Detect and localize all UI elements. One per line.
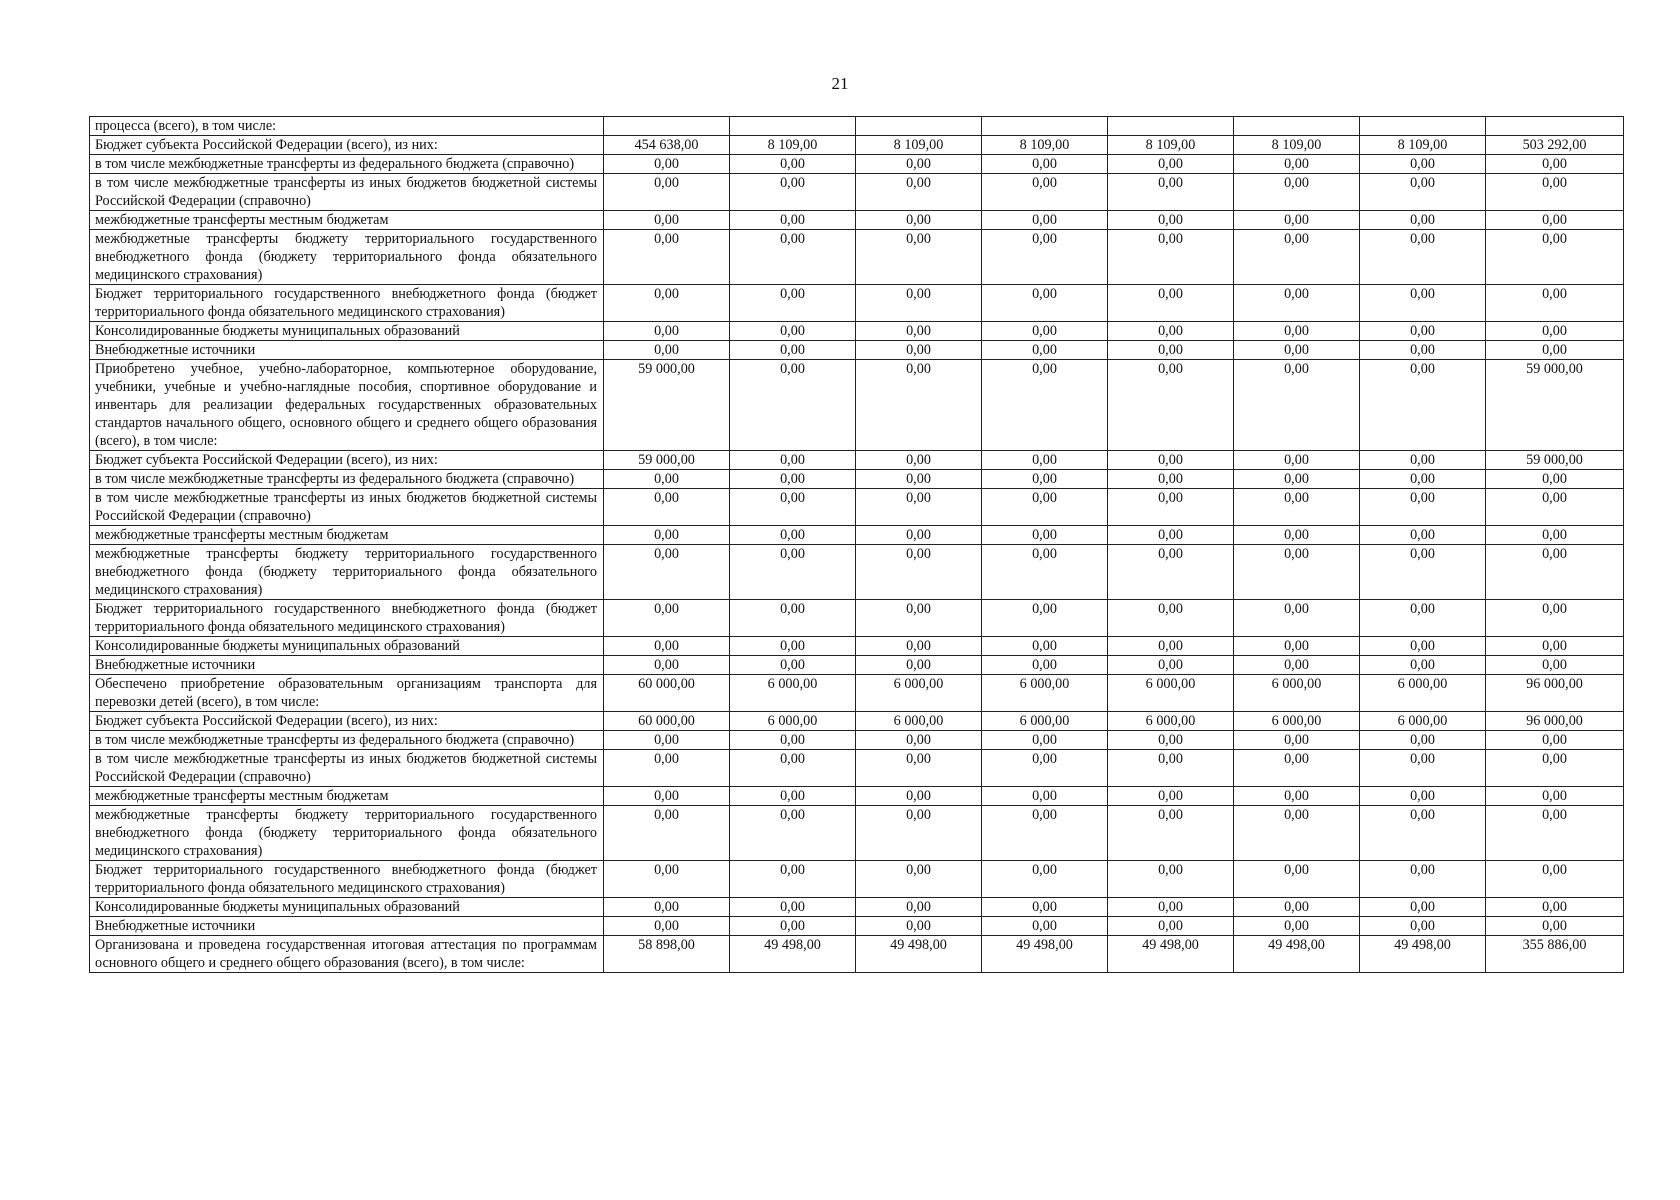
row-value-cell: 0,00 <box>730 898 856 917</box>
row-value-cell: 0,00 <box>856 174 982 211</box>
row-value-cell <box>982 117 1108 136</box>
row-value-cell: 0,00 <box>1234 917 1360 936</box>
row-value-cell: 0,00 <box>1360 637 1486 656</box>
row-value-cell: 0,00 <box>982 174 1108 211</box>
row-value-cell: 0,00 <box>1360 489 1486 526</box>
row-value-cell: 0,00 <box>856 526 982 545</box>
row-value-cell: 0,00 <box>856 545 982 600</box>
row-value-cell: 0,00 <box>730 731 856 750</box>
row-value-cell: 0,00 <box>1360 470 1486 489</box>
row-value-cell: 0,00 <box>1360 211 1486 230</box>
row-value-cell: 0,00 <box>730 600 856 637</box>
row-value-cell: 0,00 <box>604 806 730 861</box>
row-label: в том числе межбюджетные трансферты из иных бюджетов бюджетной системы Российской Федерации (справочно) <box>90 750 604 787</box>
row-value-cell: 0,00 <box>1234 451 1360 470</box>
row-value-cell: 0,00 <box>856 322 982 341</box>
row-value-cell: 8 109,00 <box>1234 136 1360 155</box>
row-label: в том числе межбюджетные трансферты из иных бюджетов бюджетной системы Российской Федерации (справочно) <box>90 174 604 211</box>
row-value-cell: 6 000,00 <box>856 712 982 731</box>
row-value-cell: 0,00 <box>982 898 1108 917</box>
row-label: Консолидированные бюджеты муниципальных образований <box>90 637 604 656</box>
row-value-cell: 0,00 <box>604 917 730 936</box>
table-row <box>90 230 1624 285</box>
row-value-cell: 0,00 <box>1360 806 1486 861</box>
row-label: межбюджетные трансферты местным бюджетам <box>90 787 604 806</box>
row-value-cell: 0,00 <box>1234 155 1360 174</box>
row-value-cell: 0,00 <box>1360 451 1486 470</box>
row-total-cell: 0,00 <box>1486 898 1624 917</box>
row-value-cell: 6 000,00 <box>1108 712 1234 731</box>
row-value-cell: 0,00 <box>1108 360 1234 451</box>
row-value-cell: 0,00 <box>1360 600 1486 637</box>
row-value-cell: 0,00 <box>604 211 730 230</box>
row-total-cell: 0,00 <box>1486 731 1624 750</box>
budget-table <box>89 116 1624 973</box>
row-value-cell: 0,00 <box>856 155 982 174</box>
row-value-cell: 8 109,00 <box>730 136 856 155</box>
row-value-cell: 0,00 <box>1108 322 1234 341</box>
row-value-cell: 0,00 <box>730 174 856 211</box>
row-total-cell: 503 292,00 <box>1486 136 1624 155</box>
table-body <box>90 117 1624 973</box>
row-value-cell: 0,00 <box>604 526 730 545</box>
row-value-cell: 8 109,00 <box>856 136 982 155</box>
row-total-cell: 0,00 <box>1486 489 1624 526</box>
row-total-cell: 0,00 <box>1486 750 1624 787</box>
row-value-cell: 0,00 <box>1234 230 1360 285</box>
table-row <box>90 136 1624 155</box>
table-row <box>90 360 1624 451</box>
row-value-cell: 0,00 <box>856 637 982 656</box>
row-value-cell: 0,00 <box>982 656 1108 675</box>
row-value-cell: 0,00 <box>1234 750 1360 787</box>
row-value-cell: 0,00 <box>1360 322 1486 341</box>
row-label: межбюджетные трансферты бюджету территориального государственного внебюджетного фонда (бюджету территориального фонда обязательного медицинского страхования) <box>90 806 604 861</box>
table-row <box>90 341 1624 360</box>
table-row <box>90 155 1624 174</box>
row-value-cell: 0,00 <box>604 174 730 211</box>
table-row <box>90 545 1624 600</box>
row-value-cell: 0,00 <box>730 470 856 489</box>
row-value-cell: 0,00 <box>604 489 730 526</box>
row-total-cell: 0,00 <box>1486 600 1624 637</box>
row-value-cell: 0,00 <box>982 230 1108 285</box>
row-value-cell: 0,00 <box>1234 637 1360 656</box>
row-value-cell: 0,00 <box>982 489 1108 526</box>
row-value-cell: 0,00 <box>604 545 730 600</box>
table-row <box>90 806 1624 861</box>
row-value-cell: 0,00 <box>1108 731 1234 750</box>
row-value-cell: 0,00 <box>1234 656 1360 675</box>
table-row <box>90 712 1624 731</box>
row-value-cell: 0,00 <box>856 285 982 322</box>
row-value-cell: 0,00 <box>856 230 982 285</box>
row-value-cell: 0,00 <box>982 806 1108 861</box>
row-label: Внебюджетные источники <box>90 656 604 675</box>
row-value-cell: 0,00 <box>604 322 730 341</box>
row-value-cell: 0,00 <box>856 341 982 360</box>
row-value-cell: 0,00 <box>1360 731 1486 750</box>
row-value-cell: 0,00 <box>982 787 1108 806</box>
row-value-cell: 0,00 <box>604 470 730 489</box>
row-value-cell: 0,00 <box>730 861 856 898</box>
row-value-cell: 59 000,00 <box>604 360 730 451</box>
row-total-cell: 0,00 <box>1486 322 1624 341</box>
row-label: межбюджетные трансферты местным бюджетам <box>90 211 604 230</box>
row-total-cell: 0,00 <box>1486 341 1624 360</box>
row-label: в том числе межбюджетные трансферты из федерального бюджета (справочно) <box>90 155 604 174</box>
row-value-cell: 0,00 <box>604 285 730 322</box>
row-value-cell: 0,00 <box>982 526 1108 545</box>
row-value-cell: 0,00 <box>856 656 982 675</box>
row-value-cell: 0,00 <box>982 285 1108 322</box>
row-label: межбюджетные трансферты местным бюджетам <box>90 526 604 545</box>
row-value-cell: 0,00 <box>604 155 730 174</box>
table-row <box>90 322 1624 341</box>
row-value-cell: 0,00 <box>1108 861 1234 898</box>
table-row <box>90 489 1624 526</box>
row-label: Консолидированные бюджеты муниципальных образований <box>90 322 604 341</box>
row-total-cell: 59 000,00 <box>1486 451 1624 470</box>
row-value-cell: 0,00 <box>982 211 1108 230</box>
row-value-cell: 0,00 <box>1108 155 1234 174</box>
row-value-cell: 0,00 <box>1234 174 1360 211</box>
row-value-cell: 0,00 <box>1108 545 1234 600</box>
row-label: Бюджет территориального государственного внебюджетного фонда (бюджет территориального фонда обязательного медицинского страхования) <box>90 285 604 322</box>
row-total-cell: 96 000,00 <box>1486 675 1624 712</box>
row-value-cell: 0,00 <box>1360 230 1486 285</box>
row-value-cell: 0,00 <box>604 600 730 637</box>
row-value-cell: 454 638,00 <box>604 136 730 155</box>
row-value-cell: 0,00 <box>1360 917 1486 936</box>
row-total-cell: 0,00 <box>1486 861 1624 898</box>
row-value-cell: 6 000,00 <box>1360 675 1486 712</box>
row-value-cell: 60 000,00 <box>604 712 730 731</box>
table-row <box>90 861 1624 898</box>
row-value-cell: 0,00 <box>856 787 982 806</box>
row-value-cell: 0,00 <box>1360 285 1486 322</box>
row-value-cell: 6 000,00 <box>856 675 982 712</box>
row-value-cell: 0,00 <box>1234 211 1360 230</box>
row-value-cell: 6 000,00 <box>730 712 856 731</box>
row-value-cell: 0,00 <box>1108 750 1234 787</box>
row-value-cell: 0,00 <box>1108 285 1234 322</box>
row-value-cell: 0,00 <box>1360 787 1486 806</box>
row-value-cell: 49 498,00 <box>1234 936 1360 973</box>
row-value-cell: 0,00 <box>1108 470 1234 489</box>
page-number: 21 <box>831 74 849 93</box>
row-value-cell: 0,00 <box>856 731 982 750</box>
row-value-cell: 0,00 <box>1234 489 1360 526</box>
row-value-cell: 0,00 <box>1234 861 1360 898</box>
row-value-cell: 0,00 <box>856 470 982 489</box>
row-value-cell: 0,00 <box>982 637 1108 656</box>
row-value-cell: 0,00 <box>604 731 730 750</box>
row-total-cell: 0,00 <box>1486 155 1624 174</box>
row-value-cell: 8 109,00 <box>982 136 1108 155</box>
row-total-cell: 0,00 <box>1486 526 1624 545</box>
row-total-cell: 59 000,00 <box>1486 360 1624 451</box>
row-value-cell: 59 000,00 <box>604 451 730 470</box>
row-value-cell: 0,00 <box>730 451 856 470</box>
row-value-cell: 0,00 <box>730 285 856 322</box>
row-value-cell: 0,00 <box>856 451 982 470</box>
row-value-cell: 0,00 <box>730 489 856 526</box>
row-value-cell: 0,00 <box>856 806 982 861</box>
row-value-cell: 0,00 <box>604 341 730 360</box>
row-value-cell: 0,00 <box>730 526 856 545</box>
row-value-cell: 0,00 <box>856 917 982 936</box>
row-value-cell: 0,00 <box>1360 750 1486 787</box>
row-value-cell: 0,00 <box>1108 451 1234 470</box>
row-value-cell: 0,00 <box>856 489 982 526</box>
row-label: межбюджетные трансферты бюджету территориального государственного внебюджетного фонда (бюджету территориального фонда обязательного медицинского страхования) <box>90 230 604 285</box>
row-value-cell <box>856 117 982 136</box>
row-label: Бюджет субъекта Российской Федерации (всего), из них: <box>90 712 604 731</box>
table-row <box>90 526 1624 545</box>
row-value-cell: 0,00 <box>1360 341 1486 360</box>
table-row <box>90 174 1624 211</box>
row-value-cell <box>604 117 730 136</box>
row-value-cell: 0,00 <box>1108 211 1234 230</box>
row-label: Бюджет субъекта Российской Федерации (всего), из них: <box>90 136 604 155</box>
row-total-cell: 0,00 <box>1486 787 1624 806</box>
row-value-cell: 0,00 <box>1108 806 1234 861</box>
row-value-cell: 0,00 <box>1360 545 1486 600</box>
table-row <box>90 211 1624 230</box>
row-value-cell: 0,00 <box>730 155 856 174</box>
row-value-cell <box>730 117 856 136</box>
row-value-cell: 0,00 <box>1108 174 1234 211</box>
row-value-cell: 0,00 <box>1108 637 1234 656</box>
row-value-cell: 0,00 <box>982 731 1108 750</box>
table-row <box>90 917 1624 936</box>
row-value-cell: 49 498,00 <box>856 936 982 973</box>
row-value-cell: 0,00 <box>1234 322 1360 341</box>
row-total-cell: 0,00 <box>1486 656 1624 675</box>
table-row <box>90 898 1624 917</box>
row-value-cell: 0,00 <box>604 861 730 898</box>
row-value-cell: 0,00 <box>730 637 856 656</box>
row-value-cell: 0,00 <box>730 341 856 360</box>
row-value-cell: 0,00 <box>982 341 1108 360</box>
row-value-cell: 0,00 <box>730 787 856 806</box>
row-label: в том числе межбюджетные трансферты из федерального бюджета (справочно) <box>90 731 604 750</box>
row-value-cell: 0,00 <box>982 917 1108 936</box>
row-value-cell: 0,00 <box>1360 155 1486 174</box>
row-value-cell: 0,00 <box>1108 341 1234 360</box>
row-value-cell: 0,00 <box>1108 230 1234 285</box>
row-label: Приобретено учебное, учебно-лабораторное, компьютерное оборудование, учебники, учебные и учебно-наглядные пособия, спортивное оборудование и инвентарь для реализации федеральных государственных образовательных стандартов начального общего, основного общего и среднего общего образования (всего), в том числе: <box>90 360 604 451</box>
row-value-cell: 6 000,00 <box>982 675 1108 712</box>
row-value-cell: 0,00 <box>730 917 856 936</box>
row-label: Обеспечено приобретение образовательным организациям транспорта для перевозки детей (всего), в том числе: <box>90 675 604 712</box>
row-value-cell: 0,00 <box>1108 656 1234 675</box>
row-value-cell: 0,00 <box>730 656 856 675</box>
row-total-cell: 0,00 <box>1486 806 1624 861</box>
row-value-cell: 0,00 <box>1108 787 1234 806</box>
row-value-cell: 8 109,00 <box>1108 136 1234 155</box>
row-value-cell: 0,00 <box>982 322 1108 341</box>
row-label: Бюджет территориального государственного внебюджетного фонда (бюджет территориального фонда обязательного медицинского страхования) <box>90 600 604 637</box>
row-value-cell: 0,00 <box>1108 489 1234 526</box>
row-value-cell: 0,00 <box>982 861 1108 898</box>
row-value-cell: 6 000,00 <box>982 712 1108 731</box>
row-value-cell: 0,00 <box>856 360 982 451</box>
row-total-cell: 0,00 <box>1486 285 1624 322</box>
row-value-cell: 0,00 <box>856 600 982 637</box>
row-value-cell: 0,00 <box>730 750 856 787</box>
row-total-cell: 0,00 <box>1486 470 1624 489</box>
table-row <box>90 470 1624 489</box>
row-value-cell: 49 498,00 <box>982 936 1108 973</box>
row-value-cell <box>1234 117 1360 136</box>
row-value-cell: 0,00 <box>1108 526 1234 545</box>
row-label: межбюджетные трансферты бюджету территориального государственного внебюджетного фонда (бюджету территориального фонда обязательного медицинского страхования) <box>90 545 604 600</box>
row-value-cell: 0,00 <box>982 451 1108 470</box>
row-total-cell: 0,00 <box>1486 211 1624 230</box>
row-value-cell: 0,00 <box>730 360 856 451</box>
row-value-cell: 0,00 <box>1108 898 1234 917</box>
row-value-cell: 0,00 <box>856 861 982 898</box>
row-value-cell: 0,00 <box>1234 731 1360 750</box>
table-row <box>90 117 1624 136</box>
row-value-cell: 60 000,00 <box>604 675 730 712</box>
row-value-cell: 0,00 <box>730 806 856 861</box>
row-label: процесса (всего), в том числе: <box>90 117 604 136</box>
row-label: Консолидированные бюджеты муниципальных образований <box>90 898 604 917</box>
row-label: Бюджет территориального государственного внебюджетного фонда (бюджет территориального фонда обязательного медицинского страхования) <box>90 861 604 898</box>
row-value-cell: 0,00 <box>604 637 730 656</box>
row-total-cell: 0,00 <box>1486 637 1624 656</box>
row-total-cell: 0,00 <box>1486 174 1624 211</box>
row-value-cell: 49 498,00 <box>730 936 856 973</box>
row-total-cell: 96 000,00 <box>1486 712 1624 731</box>
row-value-cell: 0,00 <box>982 750 1108 787</box>
table-row <box>90 750 1624 787</box>
row-label: в том числе межбюджетные трансферты из иных бюджетов бюджетной системы Российской Федерации (справочно) <box>90 489 604 526</box>
row-label: в том числе межбюджетные трансферты из федерального бюджета (справочно) <box>90 470 604 489</box>
row-total-cell: 0,00 <box>1486 545 1624 600</box>
row-value-cell: 0,00 <box>1360 656 1486 675</box>
row-value-cell: 0,00 <box>1360 898 1486 917</box>
row-value-cell <box>1360 117 1486 136</box>
table-row <box>90 936 1624 973</box>
table-row <box>90 600 1624 637</box>
row-value-cell: 0,00 <box>730 230 856 285</box>
row-label: Бюджет субъекта Российской Федерации (всего), из них: <box>90 451 604 470</box>
row-value-cell <box>1108 117 1234 136</box>
row-value-cell: 8 109,00 <box>1360 136 1486 155</box>
row-value-cell: 0,00 <box>1234 470 1360 489</box>
row-value-cell: 0,00 <box>1234 898 1360 917</box>
row-value-cell: 0,00 <box>1108 917 1234 936</box>
row-value-cell: 0,00 <box>1234 787 1360 806</box>
table-row <box>90 637 1624 656</box>
row-label: Организована и проведена государственная итоговая аттестация по программам основного общего и среднего общего образования (всего), в том числе: <box>90 936 604 973</box>
row-value-cell: 0,00 <box>604 656 730 675</box>
row-value-cell: 0,00 <box>856 211 982 230</box>
row-value-cell: 0,00 <box>604 230 730 285</box>
row-value-cell: 0,00 <box>1234 806 1360 861</box>
row-value-cell: 0,00 <box>604 898 730 917</box>
row-total-cell: 0,00 <box>1486 230 1624 285</box>
row-value-cell: 0,00 <box>1360 360 1486 451</box>
row-value-cell: 0,00 <box>604 750 730 787</box>
row-value-cell: 0,00 <box>604 787 730 806</box>
table-row <box>90 656 1624 675</box>
row-value-cell: 0,00 <box>1108 600 1234 637</box>
row-value-cell: 0,00 <box>730 322 856 341</box>
row-value-cell: 0,00 <box>730 545 856 600</box>
row-value-cell: 0,00 <box>982 600 1108 637</box>
row-value-cell: 0,00 <box>1360 861 1486 898</box>
row-value-cell: 0,00 <box>1234 545 1360 600</box>
row-total-cell <box>1486 117 1624 136</box>
row-label: Внебюджетные источники <box>90 917 604 936</box>
row-value-cell: 0,00 <box>982 470 1108 489</box>
row-value-cell: 0,00 <box>1360 174 1486 211</box>
table-row <box>90 731 1624 750</box>
row-value-cell: 0,00 <box>1234 526 1360 545</box>
row-value-cell: 0,00 <box>856 750 982 787</box>
row-value-cell: 49 498,00 <box>1108 936 1234 973</box>
row-value-cell: 0,00 <box>982 545 1108 600</box>
table-row <box>90 675 1624 712</box>
row-value-cell: 58 898,00 <box>604 936 730 973</box>
row-value-cell: 6 000,00 <box>1234 675 1360 712</box>
row-value-cell: 0,00 <box>1360 526 1486 545</box>
row-value-cell: 0,00 <box>730 211 856 230</box>
row-value-cell: 0,00 <box>856 898 982 917</box>
row-value-cell: 49 498,00 <box>1360 936 1486 973</box>
row-value-cell: 6 000,00 <box>730 675 856 712</box>
row-value-cell: 6 000,00 <box>1234 712 1360 731</box>
row-total-cell: 355 886,00 <box>1486 936 1624 973</box>
row-value-cell: 6 000,00 <box>1360 712 1486 731</box>
row-total-cell: 0,00 <box>1486 917 1624 936</box>
row-value-cell: 0,00 <box>982 155 1108 174</box>
table-row <box>90 285 1624 322</box>
row-value-cell: 0,00 <box>1234 285 1360 322</box>
row-value-cell: 0,00 <box>1234 341 1360 360</box>
row-value-cell: 6 000,00 <box>1108 675 1234 712</box>
table-row <box>90 451 1624 470</box>
row-value-cell: 0,00 <box>1234 600 1360 637</box>
row-label: Внебюджетные источники <box>90 341 604 360</box>
row-value-cell: 0,00 <box>1234 360 1360 451</box>
row-value-cell: 0,00 <box>982 360 1108 451</box>
table-row <box>90 787 1624 806</box>
